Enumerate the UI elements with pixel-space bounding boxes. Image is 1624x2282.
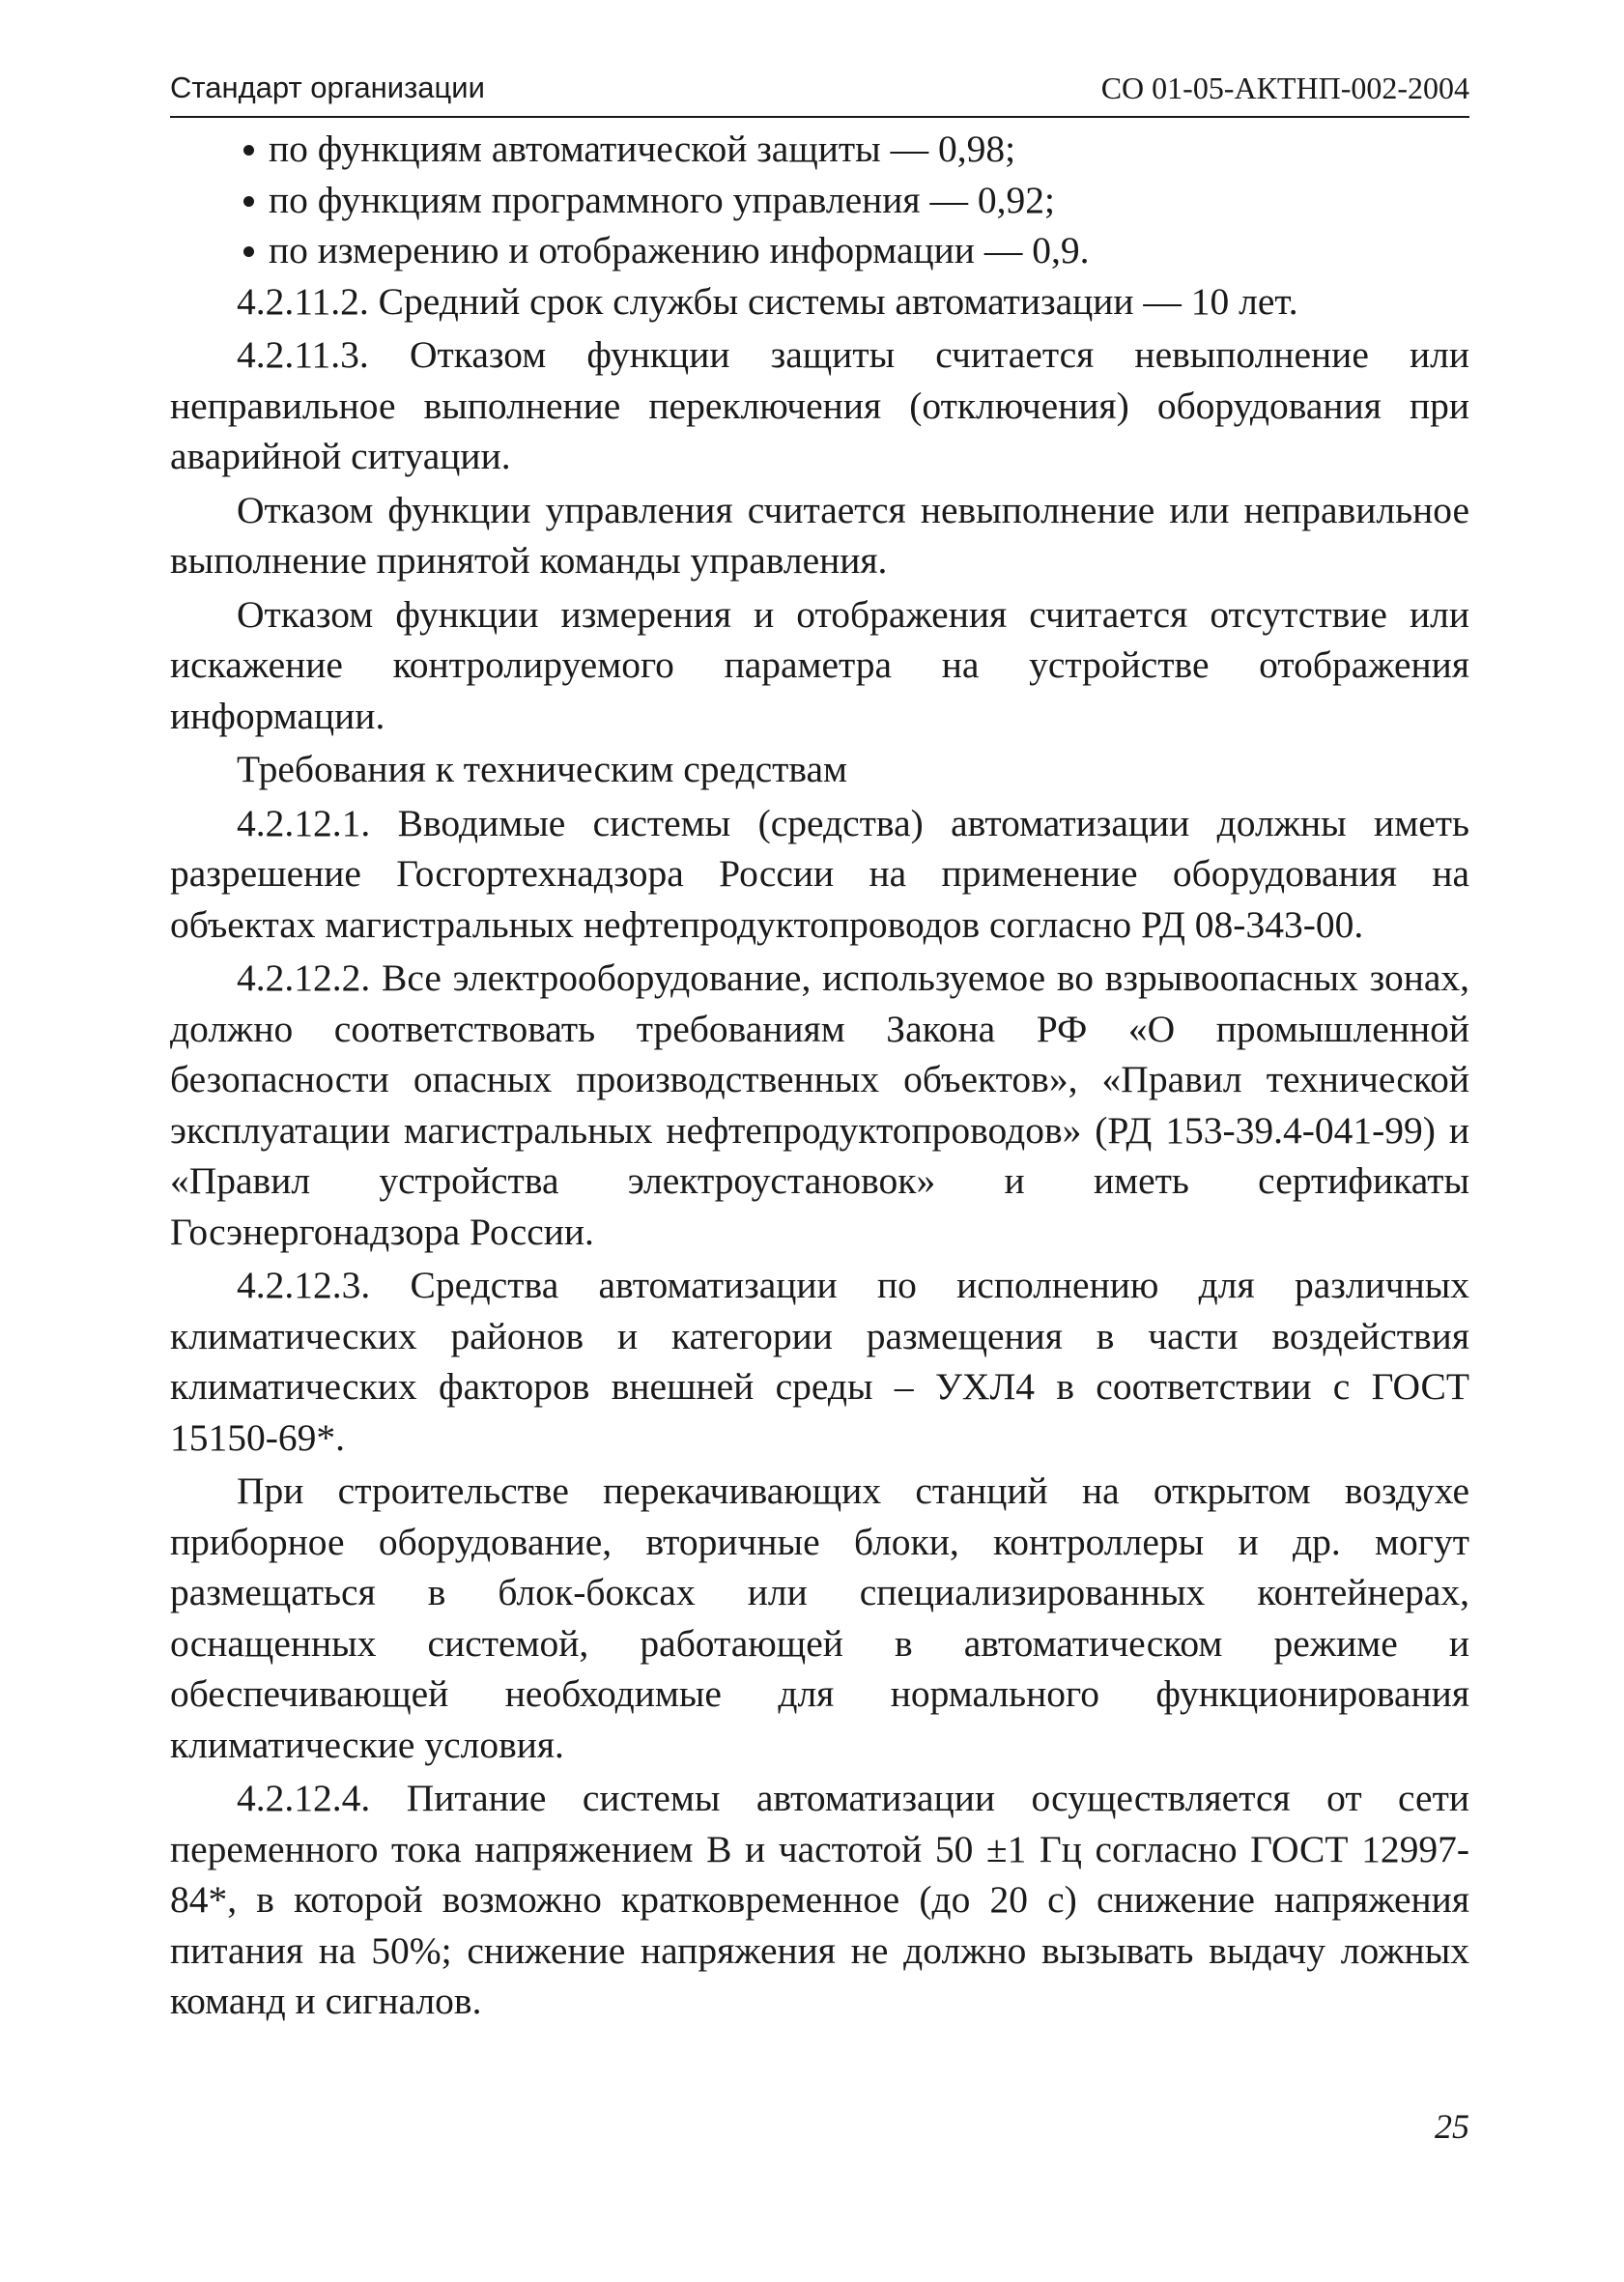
paragraph-4-2-12-4: 4.2.12.4. Питание системы автоматизации осуществляется от сети переменного тока напряжением В и частотой 50 ±1 Гц согласно ГОСТ 12997-84*, в которой возможно кратковременное (до 20 с) снижение напряжения питания на 50%; снижение напряжения не должно вызывать выдачу ложных команд и сигналов. (170, 1777, 1469, 2022)
paragraph-4-2-12-3: 4.2.12.3. Средства автоматизации по исполнению для различных климатических районов и категории размещения в части воздействия климатических факторов внешней среды – УХЛ4 в соответствии с ГОСТ 15150-69*. (170, 1264, 1469, 1459)
paragraph-4-2-12-2: 4.2.12.2. Все электрооборудование, используемое во взрывоопасных зонах, должно соответствовать требованиям Закона РФ «О промышленной безопасности опасных производственных объектов», «Правил технической эксплуатации магистральных нефтепродуктопроводов» (РД 153-39.4-041-99) и «Правил устройства электроустановок» и иметь сертификаты Госэнергонадзора России. (170, 956, 1469, 1253)
list-item: по измерению и отображению информации — 0,9. (170, 225, 1469, 276)
list-item: по функциям автоматической защиты — 0,98; (170, 124, 1469, 175)
section-heading: Требования к техническим средствам (237, 748, 848, 790)
paragraph-outdoor-stations: При строительстве перекачивающих станций на открытом воздухе приборное оборудование, вторичные блоки, контроллеры и др. могут размещаться в блок-боксах или специализированных контейнерах, оснащенных системой, работающей в автоматическом режиме и обеспечивающей необходимые для нормального функционирования климатические условия. (170, 1469, 1469, 1766)
page-number: 25 (1435, 2107, 1469, 2146)
page-header (170, 68, 1469, 118)
bullet-icon (243, 246, 254, 257)
reliability-list (170, 124, 1469, 276)
paragraph-4-2-11-2: 4.2.11.2. Средний срок службы системы автоматизации — 10 лет. (237, 279, 1298, 323)
bullet-icon (243, 196, 254, 207)
header-document-code: СО 01-05-АКТНП-002-2004 (1100, 71, 1469, 105)
document-body (170, 124, 1469, 2027)
paragraph-control-failure: Отказом функции управления считается невыполнение или неправильное выполнение принятой команды управления. (170, 488, 1469, 582)
header-left: Стандарт организации (170, 71, 485, 104)
document-page (170, 68, 1469, 2030)
paragraph-4-2-12-1: 4.2.12.1. Вводимые системы (средства) автоматизации должны иметь разрешение Госгортехнадзора России на применение оборудования на объектах магистральных нефтепродуктопроводов согласно РД 08-343-00. (170, 801, 1469, 946)
paragraph-measurement-failure: Отказом функции измерения и отображения считается отсутствие или искажение контролируемого параметра на устройстве отображения информации. (170, 592, 1469, 737)
list-item: по функциям программного управления — 0,92; (170, 175, 1469, 226)
bullet-icon (243, 145, 254, 156)
paragraph-4-2-11-3: 4.2.11.3. Отказом функции защиты считается невыполнение или неправильное выполнение переключения (отключения) оборудования при аварийной ситуации. (170, 333, 1469, 477)
